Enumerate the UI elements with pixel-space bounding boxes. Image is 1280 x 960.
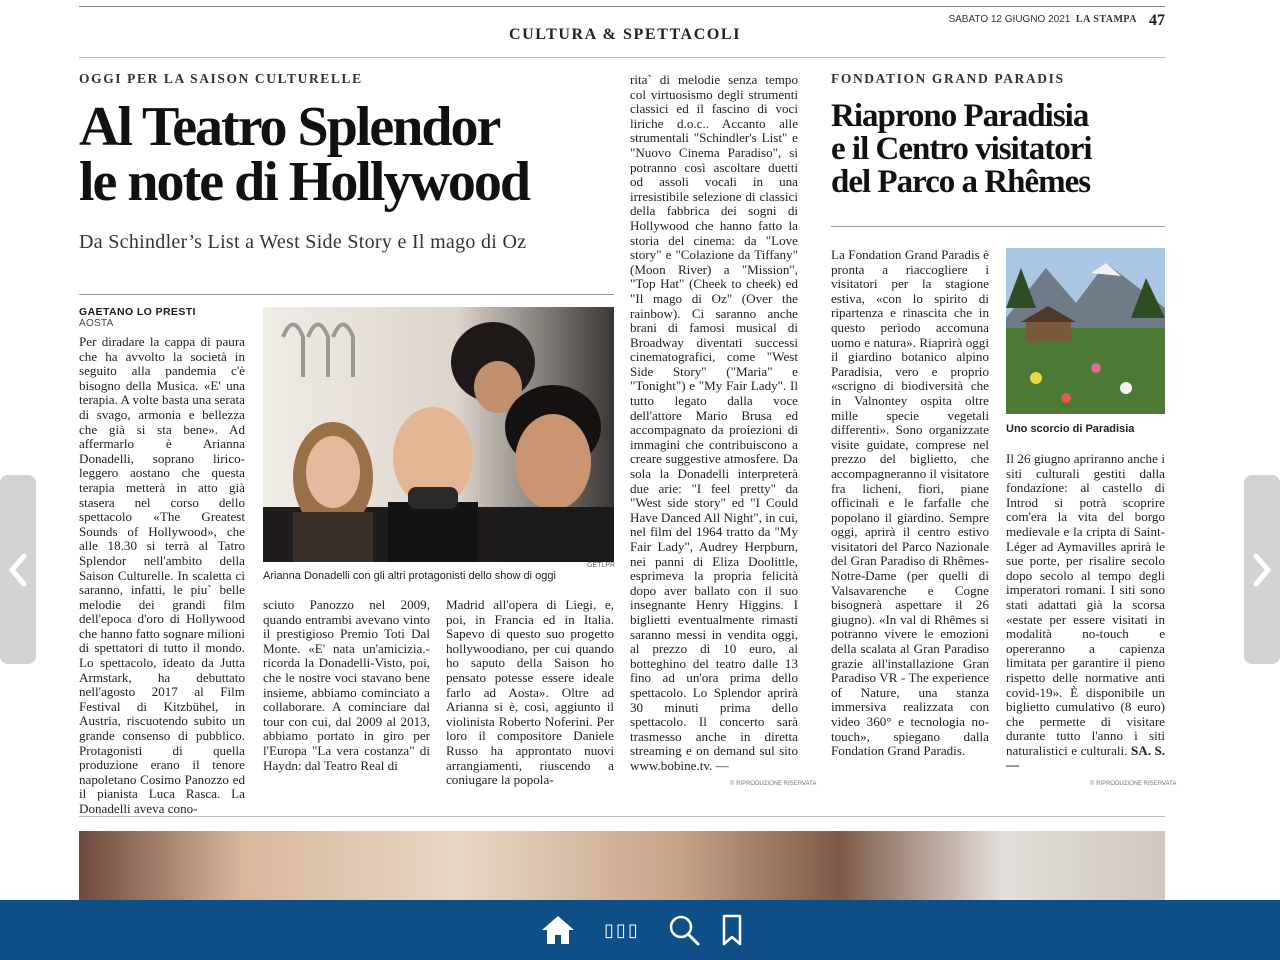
dateline (948, 14, 1137, 25)
next-page-button[interactable] (1244, 475, 1280, 664)
top-rule (79, 6, 1165, 7)
divider (79, 294, 614, 295)
article-column-2: sciuto Panozzo nel 2009, quando entrambi avevano vinto il prestigioso Premio Toti Dal Monte. «E' nata un'amicizia.- ricorda la Donadelli-Visto, poi, che le nostre voci stavano bene insieme, abbiamo cominciato a collaborare. A cominciare dal tour con cui, dal 2009 al 2013, abbiamo portato in giro per l'Europa "La vera costanza" di Haydn: dal Teatro Real di (263, 597, 430, 773)
article-headline (79, 96, 619, 213)
divider (79, 816, 1165, 817)
headline-line: del Parco a Rhêmes (831, 164, 1091, 200)
article-kicker: FONDATION GRAND PARADIS (831, 71, 1065, 86)
pages-button[interactable] (598, 912, 646, 948)
article-headline (831, 100, 1161, 199)
page-number: 47 (1149, 12, 1165, 29)
author-signature: SA. S. — (1006, 742, 1166, 773)
photo-caption: Arianna Donadelli con gli altri protagonisti dello show di oggi (263, 570, 556, 582)
issue-date: SABATO 12 GIUGNO 2021 (948, 14, 1071, 25)
bookmark-icon (721, 914, 743, 946)
headline-line: Riaprono Paradisia (831, 98, 1089, 134)
copyright-note: © RIPRODUZIONE RISERVATA (1090, 781, 1177, 787)
next-article-photo (79, 831, 1165, 911)
article-column-4: rita` di melodie senza tempo col virtuosismo degli strumenti classici ed il fascino di voci liriche d.o.c.. Accanto alle strumentali "Schindler's List" e "Nuovo Cinema Paradiso", si potranno così ascoltare duetti od assoli vocali in una irresistibile selezione di classici della fabbrica dei sogni di Hollywood che hanno fatto la storia del cinema: da "Love story" e "Colazione da Tiffany" (Moon River) a "Mission", "Top Hat" (Cheek to cheek) ed "Il mago di Oz" (Over the rainbow). Ci saranno anche brani di famosi musical di Broadway diventati successi cinematografici, come "West Side Story" ("Maria" e "Tonight") e "My Fair Lady". Il tutto legato dalla voce dell'attore Mario Brusa ed accompagnato da proiezioni di immagini che contribuiscono a creare suggestive atmosfere. Da sola la Donadelli interpreterà due arie: "I feel pretty" da "West side story" ed "I Could Have Danced All Night", in cui, nel film del 1964 tratto da "My Fair Lady", Audrey Herpburn, nei panni di Eliza Doolittle, esprimeva la propria felicità dopo aver ballato con il suo insegnante Henry Higgins. I biglietti eventualmente rimasti saranno messi in vendita oggi, al prezzo di 10 euro, al botteghino del teatro dalle 13 fino ad un'ora prima dello spettacolo. Lo Splendor aprirà 30 minuti prima dello spettacolo. Il concerto sarà trasmesso anche in diretta streaming e on demand sul sito www.bobine.tv. — (630, 72, 798, 773)
article-photo (1006, 248, 1165, 414)
bookmark-button[interactable] (718, 912, 746, 948)
section-rule (79, 57, 1165, 58)
landscape-photo-image (1006, 248, 1165, 414)
headline-line: Al Teatro Splendor (79, 96, 500, 158)
home-button[interactable] (538, 912, 578, 948)
home-icon (540, 914, 576, 946)
group-photo-image (263, 307, 614, 562)
byline-city: AOSTA (79, 318, 114, 329)
article-column-1: Per diradare la cappa di paura che ha avvolto la società in seguito alla pandemia c'è bisogno della Musica. «E' una terapia. A volte basta una serata di svago, armonia e bellezza che già si sta bene». Ad affermarlo è Arianna Donadelli, soprano lirico-leggero aostano che questa terapia metterà in atto già stasera nel corso dello spettacolo «The Greatest Sounds of Hollywood», che alle 18.30 si terrà al Tatro Splendor nell'ambito della Saison Culturelle. In scaletta ci saranno, infatti, le piu` belle melodie dei grandi film dell'epoca d'oro di Hollywood che hanno fatto sognare milioni di spettatori di tutto il mondo. Lo spettacolo, ideato da Jutta Armstark, ha debuttato nell'agosto 2017 al Film Festival di Kitzbühel, in Austria, riscuotendo subito un grande consenso di pubblico. Protagonisti di quella produzione erano il tenore napoletano Cosimo Panozzo ed il pianista Luca Rasca. La Donadelli aveva cono- (79, 334, 245, 816)
search-icon (668, 914, 700, 946)
copyright-note: © RIPRODUZIONE RISERVATA (730, 781, 817, 787)
headline-line: e il Centro visitatori (831, 131, 1092, 167)
paper-name: LA STAMPA (1075, 14, 1137, 25)
article-column-2 (1006, 452, 1165, 774)
chevron-right-icon (1252, 553, 1272, 587)
article-text: Il 26 giugno apriranno anche i siti culturali gestiti dalla fondazione: al castello di Introd si potrà scoprire com'era la vita del borgo medievale e la cripta di Saint-Léger ad Aymavilles aprirà le sue porte, per risalire secolo dopo secolo al tempo degli imperatori romani. I siti sono stati adattati già la scorsa «estate per essere visitati in modalità no-touch e opereranno a capienza limitata per garantire il pieno rispetto delle normative anti covid-19». È disponibile un biglietto cumulativo (8 euro) che permette di visitare durante tutto l'anno i siti naturalistici e culturali. (1006, 451, 1165, 758)
article-column-3: Madrid all'opera di Liegi, e, poi, in Francia ed in Italia. Sapevo di questo suo progetto hollywoodiano, per cui quando ho saputo della Saison ho pensato potesse essere ideale farlo ad Aosta». Oltre ad Arianna si è, così, aggiunto il violinista Roberto Noferini. Per loro il compositore Daniele Russo ha approntato nuovi arrangiamenti, riuscendo a coniugare la popola- (446, 597, 614, 788)
byline: GAETANO LO PRESTI (79, 306, 196, 318)
article-subtitle: Da Schindler’s List a West Side Story e Il mago di Oz (79, 231, 527, 253)
photo-credit: GETLPR (587, 562, 616, 569)
article-photo (263, 307, 614, 562)
article-kicker: OGGI PER LA SAISON CULTURELLE (79, 71, 363, 86)
pages-icon: ▯▯▯ (604, 919, 640, 941)
chevron-left-icon (8, 553, 28, 587)
section-label: CULTURA & SPETTACOLI (508, 26, 742, 43)
previous-page-button[interactable] (0, 475, 36, 664)
article-column-1: La Fondation Grand Paradis è pronta a riaccogliere i visitatori per la stagione estiva, «con lo spirito di ripartenza e rinascita che in questo periodo accomuna uomo e natura». Riaprirà oggi il giardino botanico alpino Paradisia, vero e proprio «scrigno di biodiversità che in Valnontey ospita oltre mille specie vegetali differenti». Sono organizzate visite guidate, comprese nel prezzo del biglietto, che accompagneranno il visitatore fra licheni, fiori, piane officinali e le farfalle che popolano il giardino. Sempre oggi, aprirà il centro estivo visitatori del Parco Nazionale del Gran Paradiso di Rhêmes-Notre-Dame (per quelli di Valsavarenche e Cogne bisognerà aspettare il 26 giugno). «In val di Rhêmes si potranno vivere le emozioni della scalata al Gran Paradiso grazie all'installazione Gran Paradiso VR - The experience of Nature, una stanza immersiva realizzata con video 360° e tecnologia no-touch», spiegano dalla Fondation Grand Paradis. (831, 247, 989, 759)
headline-line: le note di Hollywood (79, 151, 530, 213)
divider (831, 226, 1165, 227)
search-button[interactable] (666, 912, 702, 948)
photo-caption: Uno scorcio di Paradisia (1006, 423, 1135, 435)
